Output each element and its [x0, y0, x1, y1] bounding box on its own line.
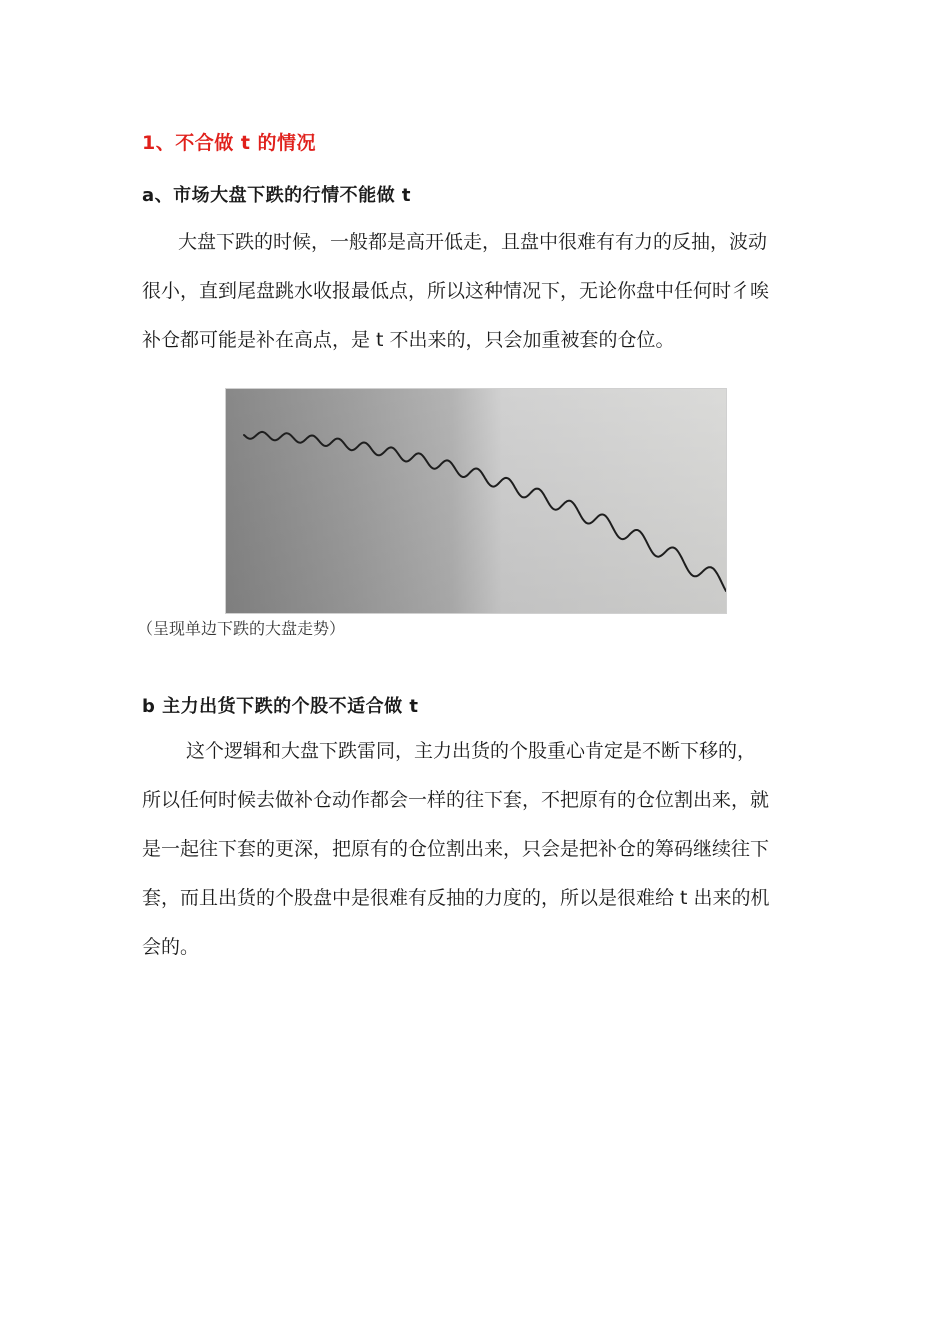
subsection-a-heading: a、市场大盘下跌的行情不能做 t	[142, 185, 412, 206]
figure-caption: （呈现单边下跌的大盘走势）	[137, 619, 346, 638]
market-trend-photo	[225, 388, 727, 614]
subsection-b-heading: b 主力出货下跌的个股不适合做 t	[142, 696, 419, 717]
paragraph-line: 会的。	[142, 936, 200, 958]
paragraph-line: 套，而且出货的个股盘中是很难有反抽的力度的，所以是很难给 t 出来的机	[142, 887, 770, 909]
paragraph-line: 这个逻辑和大盘下跌雷同，主力出货的个股重心肯定是不断下移的，	[186, 740, 757, 762]
paragraph-line: 很小，直到尾盘跳水收报最低点，所以这种情况下，无论你盘中任何时彳唉	[142, 280, 770, 302]
section-heading: 1、不合做 t 的情况	[142, 132, 317, 154]
subsection-a-paragraph	[142, 218, 812, 365]
paragraph-line: 是一起往下套的更深，把原有的仓位割出来，只会是把补仓的筹码继续往下	[142, 838, 770, 860]
paragraph-line: 大盘下跌的时候，一般都是高开低走，且盘中很难有有力的反抽，波动	[178, 231, 768, 253]
subsection-b-paragraph	[142, 727, 812, 972]
paragraph-line: 所以任何时候去做补仓动作都会一样的往下套，不把原有的仓位割出来，就	[142, 789, 770, 811]
paragraph-line: 补仓都可能是补在高点，是 t 不出来的，只会加重被套的仓位。	[142, 329, 675, 351]
